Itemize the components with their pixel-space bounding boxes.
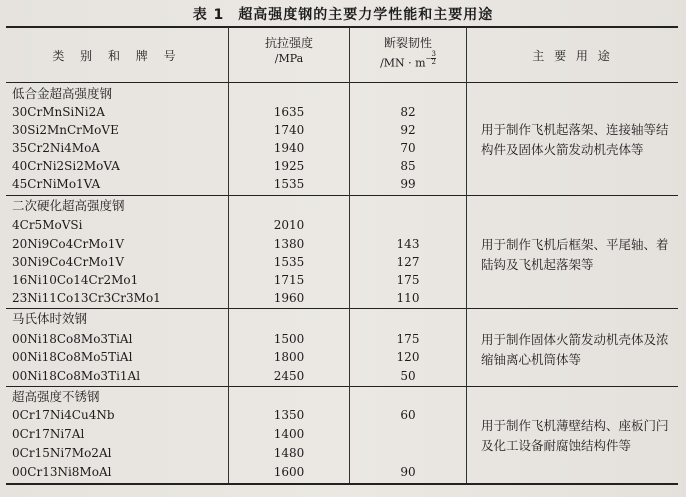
toughness-unit-base: /MN · m <box>380 56 426 70</box>
grade-cell: 00Ni18Co8Mo5TiAl <box>12 350 133 364</box>
group-divider-1 <box>6 195 678 196</box>
table-row <box>0 289 686 307</box>
tensile-cell: 1925 <box>273 159 305 173</box>
header-tensile-name: 抗拉强度 <box>264 36 313 50</box>
header-usage: 主 要 用 途 <box>532 49 613 63</box>
toughness-cell: 175 <box>396 332 420 346</box>
tensile-cell: 1480 <box>273 446 305 460</box>
toughness-cell: 50 <box>400 369 416 383</box>
group-divider-2 <box>6 308 678 309</box>
grade-cell: 23Ni11Co13Cr3Cr3Mo1 <box>12 291 161 305</box>
tensile-cell: 1635 <box>273 105 305 119</box>
toughness-unit-exponent <box>426 51 436 66</box>
grade-cell: 00Cr13Ni8MoAl <box>12 465 112 479</box>
usage-cell: 用于制作飞机后框架、平尾轴、着陆钩及飞机起落架等 <box>481 237 669 272</box>
top-rule <box>6 26 678 28</box>
table-row <box>0 216 686 234</box>
toughness-cell: 60 <box>400 408 416 422</box>
toughness-cell: 82 <box>400 105 416 119</box>
tensile-cell: 1715 <box>273 273 305 287</box>
grade-cell: 30CrMnSiNi2A <box>12 105 105 119</box>
tensile-cell: 1535 <box>273 177 305 191</box>
header-toughness <box>350 35 466 72</box>
tensile-cell: 1800 <box>273 350 305 364</box>
usage-cell: 用于制作飞机薄壁结构、座板门闩及化工设备耐腐蚀结构件等 <box>481 418 669 453</box>
toughness-cell: 92 <box>400 123 416 137</box>
header-tensile <box>229 35 349 67</box>
grade-cell: 40CrNi2Si2MoVA <box>12 159 120 173</box>
group-divider-3 <box>6 386 678 387</box>
table-row <box>0 463 686 481</box>
grade-cell: 00Ni18Co8Mo3Ti1Al <box>12 369 141 383</box>
toughness-cell: 175 <box>396 273 420 287</box>
grade-cell: 35Cr2Ni4MoA <box>12 141 100 155</box>
grade-cell: 16Ni10Co14Cr2Mo1 <box>12 273 139 287</box>
table-title: 超高强度钢的主要力学性能和主要用途 <box>238 7 494 23</box>
grade-cell: 0Cr17Ni4Cu4Nb <box>12 408 115 422</box>
tensile-cell: 1940 <box>273 141 305 155</box>
exponent-sign: − <box>425 54 432 63</box>
grade-cell: 20Ni9Co4CrMo1V <box>12 237 125 251</box>
grade-cell: 30Ni9Co4CrMo1V <box>12 255 125 269</box>
toughness-cell: 70 <box>400 141 416 155</box>
usage-cell: 用于制作飞机起落架、连接轴等结构件及固体火箭发动机壳体等 <box>481 122 669 157</box>
table-caption <box>0 4 686 24</box>
tensile-cell: 1960 <box>273 291 305 305</box>
group-title: 超高强度不锈钢 <box>12 389 100 404</box>
group-title: 二次硬化超高强度钢 <box>12 198 125 213</box>
toughness-cell: 120 <box>396 350 420 364</box>
header-tensile-unit: /MPa <box>274 52 304 65</box>
tensile-cell: 2450 <box>273 369 305 383</box>
toughness-cell: 99 <box>400 177 416 191</box>
header-toughness-unit <box>350 51 466 72</box>
tensile-cell: 1380 <box>273 237 305 251</box>
grade-cell: 4Cr5MoVSi <box>12 218 83 232</box>
grade-cell: 00Ni18Co8Mo3TiAl <box>12 332 133 346</box>
exponent-denominator: 2 <box>431 58 436 66</box>
grade-cell: 0Cr17Ni7Al <box>12 427 85 441</box>
toughness-cell: 85 <box>400 159 416 173</box>
toughness-cell: 90 <box>400 465 416 479</box>
toughness-cell: 110 <box>396 291 420 305</box>
exponent-numerator: 3 <box>431 50 436 58</box>
group-title: 马氏体时效钢 <box>12 311 88 326</box>
toughness-cell: 127 <box>396 255 420 269</box>
table-number: 表 1 <box>192 7 225 23</box>
table-row <box>0 103 686 121</box>
usage-cell: 用于制作固体火箭发动机壳体及浓缩铀离心机筒体等 <box>481 332 669 367</box>
toughness-cell: 143 <box>396 237 420 251</box>
header-category: 类 别 和 牌 号 <box>52 49 182 63</box>
tensile-cell: 2010 <box>273 218 305 232</box>
group-title: 低合金超高强度钢 <box>12 86 113 101</box>
grade-cell: 0Cr15Ni7Mo2Al <box>12 446 112 460</box>
tensile-cell: 1535 <box>273 255 305 269</box>
header-toughness-name: 断裂韧性 <box>383 36 432 50</box>
tensile-cell: 1350 <box>273 408 305 422</box>
table-row <box>0 175 686 193</box>
tensile-cell: 1600 <box>273 465 305 479</box>
grade-cell: 30Si2MnCrMoVE <box>12 123 119 137</box>
grade-cell: 45CrNiMo1VA <box>12 177 101 191</box>
tensile-cell: 1500 <box>273 332 305 346</box>
header-rule <box>6 82 678 83</box>
bottom-rule <box>6 483 678 485</box>
tensile-cell: 1740 <box>273 123 305 137</box>
tensile-cell: 1400 <box>273 427 305 441</box>
